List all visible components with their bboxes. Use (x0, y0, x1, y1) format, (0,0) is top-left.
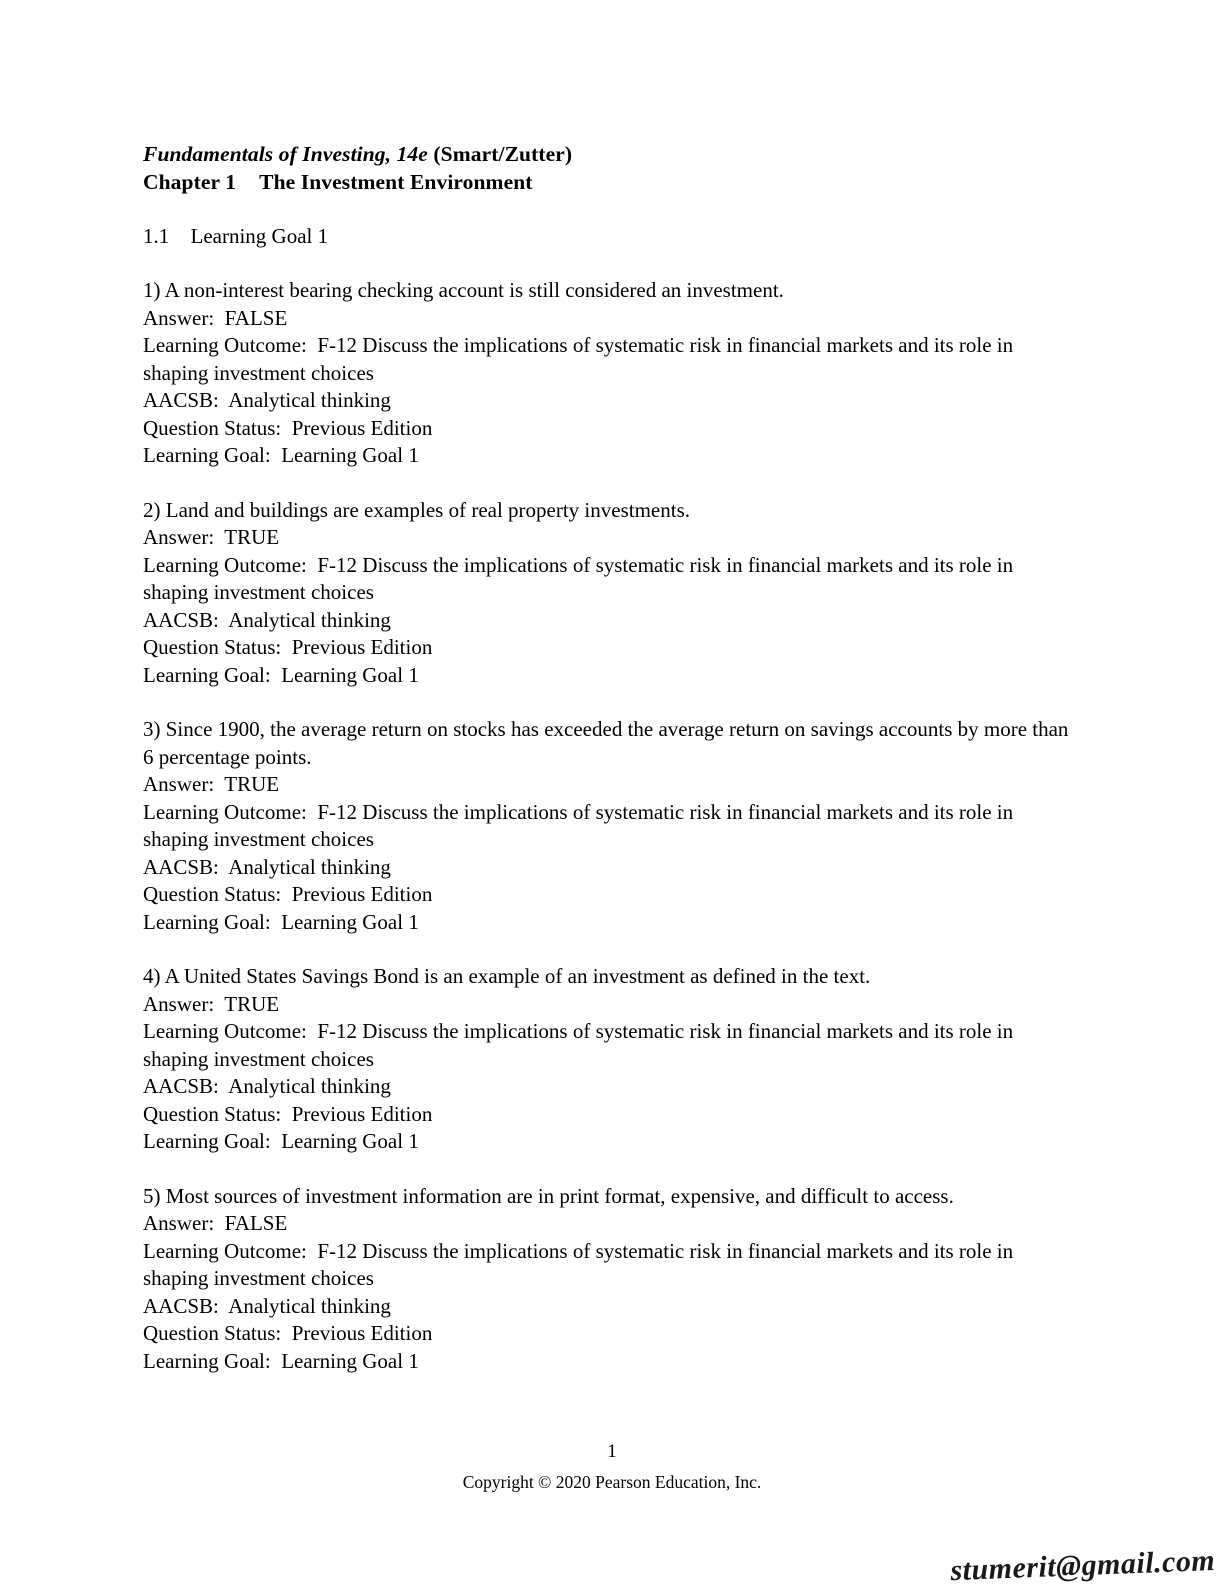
question-aacsb: AACSB: Analytical thinking (143, 388, 391, 412)
chapter-label: Chapter 1 (143, 170, 237, 194)
section-number: 1.1 (143, 224, 170, 248)
question-block (143, 963, 1073, 1156)
question-status: Question Status: Previous Edition (143, 415, 433, 440)
question-status: Question Status: Previous Edition (143, 1101, 433, 1126)
chapter-heading (143, 168, 1073, 196)
question-aacsb: AACSB: Analytical thinking (143, 1293, 391, 1318)
question-aacsb: AACSB: Analytical thinking (143, 854, 391, 879)
watermark-email: stumerit@gmail.com (950, 1544, 1216, 1588)
question-learning-goal: Learning Goal: Learning Goal 1 (143, 662, 419, 687)
question-learning-goal: Learning Goal: Learning Goal 1 (143, 1348, 419, 1373)
question-learning-goal: Learning Goal: Learning Goal 1 (143, 909, 419, 934)
section-title: Learning Goal 1 (190, 224, 329, 248)
question-prompt: 4) A United States Savings Bond is an example of an investment as defined in the text. (143, 964, 871, 988)
question-answer: Answer: TRUE (143, 991, 280, 1016)
question-answer: Answer: TRUE (143, 772, 280, 796)
question-block (143, 716, 1073, 936)
question-learning-outcome: Learning Outcome: F-12 Discuss the implications of systematic risk in financial markets and its role in shaping investment choices (143, 799, 1019, 851)
question-learning-outcome: Learning Outcome: F-12 Discuss the implications of systematic risk in financial markets and its role in shaping investment choices (143, 1019, 1019, 1071)
book-title-line (143, 140, 1073, 168)
question-block (143, 277, 1073, 470)
question-learning-outcome: Learning Outcome: F-12 Discuss the implications of systematic risk in financial markets and its role in shaping investment choices (143, 333, 1019, 385)
question-prompt: 5) Most sources of investment information are in print format, expensive, and difficult to access. (143, 1183, 954, 1208)
question-aacsb: AACSB: Analytical thinking (143, 607, 391, 632)
section-heading (143, 223, 1073, 250)
question-block (143, 1183, 1073, 1376)
question-learning-goal: Learning Goal: Learning Goal 1 (143, 1129, 419, 1153)
question-learning-outcome: Learning Outcome: F-12 Discuss the implications of systematic risk in financial markets and its role in shaping investment choices (143, 552, 1019, 604)
question-prompt: 1) A non-interest bearing checking account is still considered an investment. (143, 278, 784, 302)
question-answer: Answer: FALSE (143, 1211, 288, 1235)
copyright-notice: Copyright © 2020 Pearson Education, Inc. (462, 1472, 762, 1492)
question-status: Question Status: Previous Edition (143, 1321, 433, 1345)
question-answer: Answer: TRUE (143, 525, 280, 549)
question-answer: Answer: FALSE (143, 305, 288, 330)
question-prompt: 3) Since 1900, the average return on stocks has exceeded the average return on savings accounts by more than 6 percentage points. (143, 717, 1074, 769)
page-content (143, 140, 1073, 1375)
book-authors: (Smart/Zutter) (433, 142, 573, 166)
question-prompt: 2) Land and buildings are examples of real property investments. (143, 497, 691, 522)
question-learning-goal: Learning Goal: Learning Goal 1 (143, 443, 419, 467)
book-title: Fundamentals of Investing, 14e (143, 142, 428, 166)
question-status: Question Status: Previous Edition (143, 882, 433, 906)
question-aacsb: AACSB: Analytical thinking (143, 1074, 391, 1098)
question-status: Question Status: Previous Edition (143, 635, 433, 659)
page-number: 1 (607, 1441, 617, 1462)
question-block (143, 497, 1073, 690)
chapter-title: The Investment Environment (259, 170, 533, 194)
question-learning-outcome: Learning Outcome: F-12 Discuss the implications of systematic risk in financial markets and its role in shaping investment choices (143, 1238, 1019, 1290)
